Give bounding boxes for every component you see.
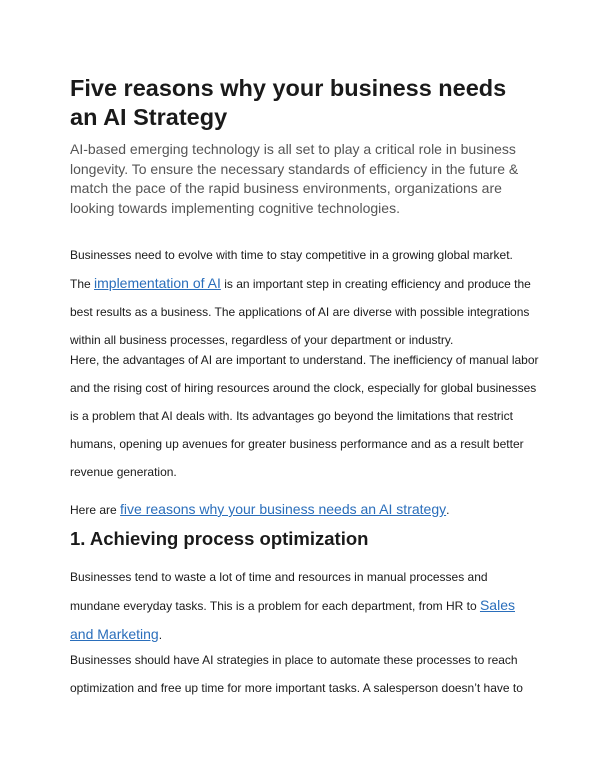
process-optimization-paragraph [70,563,540,649]
sales-and-marketing-link[interactable]: Sales and Marketing [70,597,515,642]
article-title: Five reasons why your business needs an AI Strategy [70,75,507,130]
five-reasons-paragraph [70,495,540,524]
advantages-paragraph: Here, the advantages of AI are important to understand. The inefficiency of manual labor and the rising cost of hiring resources around the clock, especially for global businesses is a problem that AI deals with. Its advantages go beyond the limitations that restrict humans, opening up avenues for greater business performance and as a result better revenue generation. [70,353,539,479]
implementation-of-ai-link[interactable]: implementation of AI [94,275,221,291]
section-heading-process-optimization: 1. Achieving process optimization [70,528,369,549]
five-reasons-link[interactable]: five reasons why your business needs an AI strategy [120,501,447,517]
intro-after-link: is an important step in creating efficiency and produce the best results as a business. The applications of AI are diverse with possible integrations within all business processes, regardless of your department or industry. [70,277,531,347]
process-after-link: . [158,628,163,642]
five-reasons-after-link: . [446,503,450,517]
intro-before-link: The [70,277,95,291]
five-reasons-before-link: Here are [70,503,121,517]
intro-line1: Businesses need to evolve with time to stay competitive in a growing global market. [70,248,513,262]
article-subtitle: AI-based emerging technology is all set to play a critical role in business longevity. To ensure the necessary standards of efficiency in the future & match the pace of the rapid business environments, organizations are looking towards implementing cognitive technologies. [70,141,519,216]
intro-paragraph [70,241,540,354]
process-before-link: Businesses tend to waste a lot of time and resources in manual processes and mundane everyday tasks. This is a problem for each department, from HR to [70,570,488,613]
automation-paragraph: Businesses should have AI strategies in place to automate these processes to reach optimization and free up time for more important tasks. A salesperson doesn’t have to [70,653,523,695]
